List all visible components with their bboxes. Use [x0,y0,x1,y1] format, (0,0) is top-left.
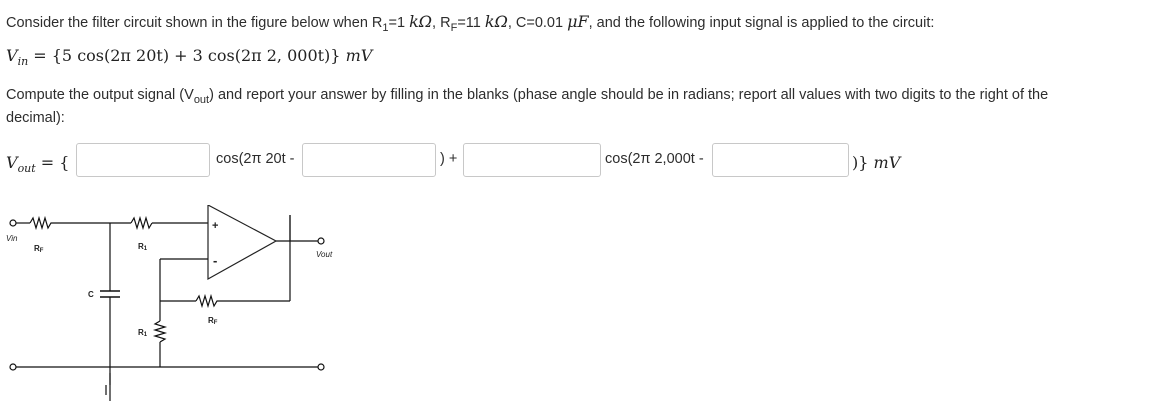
amplitude-20hz-input[interactable] [76,143,210,177]
vin-label: Vin [6,234,18,243]
cos-2000hz-text: cos(2π 2,000t - [605,151,704,167]
vin-equation: $V_{in} = \{5$ cos(2π 20t) + 3 cos(2π 2, 000t)} mV [6,46,373,68]
cos-20hz-text: cos(2π 20t - [216,151,295,167]
vin-terminal [10,220,16,226]
plus-input-label: + [212,220,219,232]
minus-input-label: - [213,253,218,268]
r1-top-label: R1 [138,242,148,252]
op-amp [208,205,276,279]
ground-right-terminal [318,364,324,370]
instruction-text-line2: decimal): [6,110,65,126]
phase-20hz-input[interactable] [302,143,436,177]
c-label: C [88,290,94,299]
r1-bottom-label: R1 [138,328,148,338]
plus-text: ) + [440,151,458,167]
ground-left-terminal [10,364,16,370]
filter-circuit-diagram [0,205,360,415]
vout-equation-rhs: )} mV [852,153,901,172]
r1-top-resistor [131,218,152,228]
vout-equation-lhs: $V_{out}$ = { [6,153,70,175]
question-intro: Consider the filter circuit shown in the figure below when $R_1=1$ kΩ, $R_F=11$ kΩ, C=0.01 μF, and the following input signal is applied to the circuit: [6,12,935,34]
vout-terminal [318,238,324,244]
instruction-text: Compute the output signal $(V_{out})$ and report your answer by filling in the blanks (phase angle should be in radians; report all values with two digits to the right of the [6,87,1049,106]
r1-bottom-resistor [155,321,165,342]
rf-feedback-label: RF [208,316,218,326]
rf-feedback-resistor [196,296,232,306]
phase-2000hz-input[interactable] [712,143,849,177]
rf-left-label: RF [34,244,44,254]
amplitude-2000hz-input[interactable] [463,143,601,177]
rf-left-resistor [30,218,62,228]
vout-label: Vout [316,250,333,259]
